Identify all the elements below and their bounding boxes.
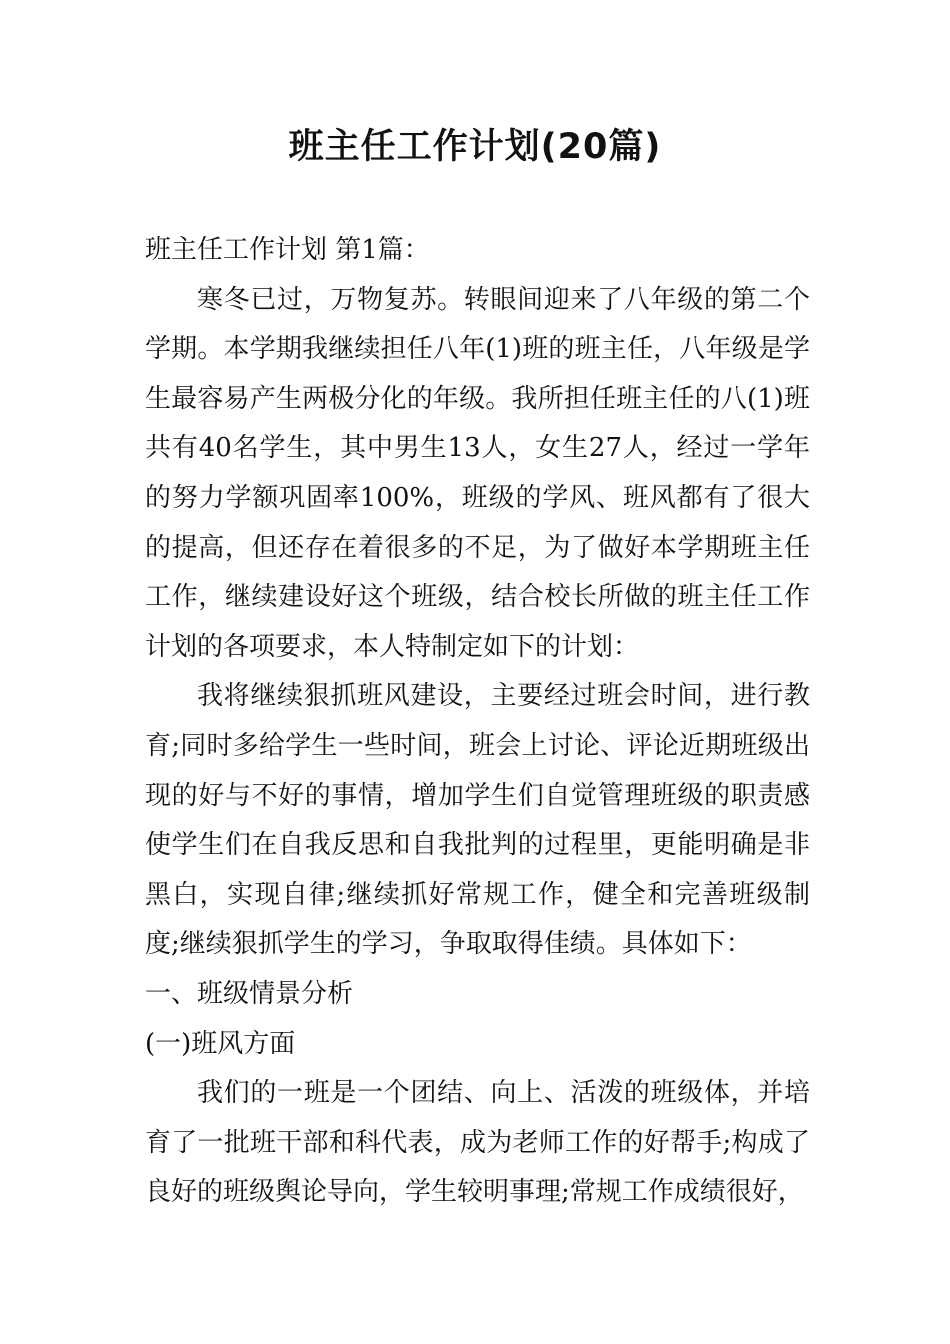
paragraph-class-style: 我们的一班是一个团结、向上、活泼的班级体，并培育了一批班干部和科代表，成为老师工作的好帮手;构成了良好的班级舆论导向，学生较明事理;常规工作成绩很好， (145, 1078, 810, 1208)
section-label: 班主任工作计划 第1篇： (145, 235, 430, 265)
paragraph-intro: 寒冬已过，万物复苏。转眼间迎来了八年级的第二个学期。本学期我继续担任八年(1)班的班主任，八年级是学生最容易产生两极分化的年级。我所担任班主任的八(1)班共有40名学生，其中男生13人，女生27人，经过一学年的努力学额巩固率100%，班级的学风、班风都有了很大的提高，但还存在着很多的不足，为了做好本学期班主任工作，继续建设好这个班级，结合校长所做的班主任工作计划的各项要求，本人特制定如下的计划： (145, 284, 810, 662)
paragraph-plan: 我将继续狠抓班风建设，主要经过班会时间，进行教育;同时多给学生一些时间，班会上讨论、评论近期班级出现的好与不好的事情，增加学生们自觉管理班级的职责感使学生们在自我反思和自我批判的过程里，更能明确是非黑白，实现自律;继续抓好常规工作，健全和完善班级制度;继续狠抓学生的学习，争取取得佳绩。具体如下： (145, 681, 810, 960)
document-title: 班主任工作计划(20篇) (288, 127, 662, 167)
heading-class-style: (一)班风方面 (145, 1028, 296, 1059)
document-body (145, 226, 810, 1218)
heading-class-analysis: 一、班级情景分析 (145, 978, 354, 1009)
